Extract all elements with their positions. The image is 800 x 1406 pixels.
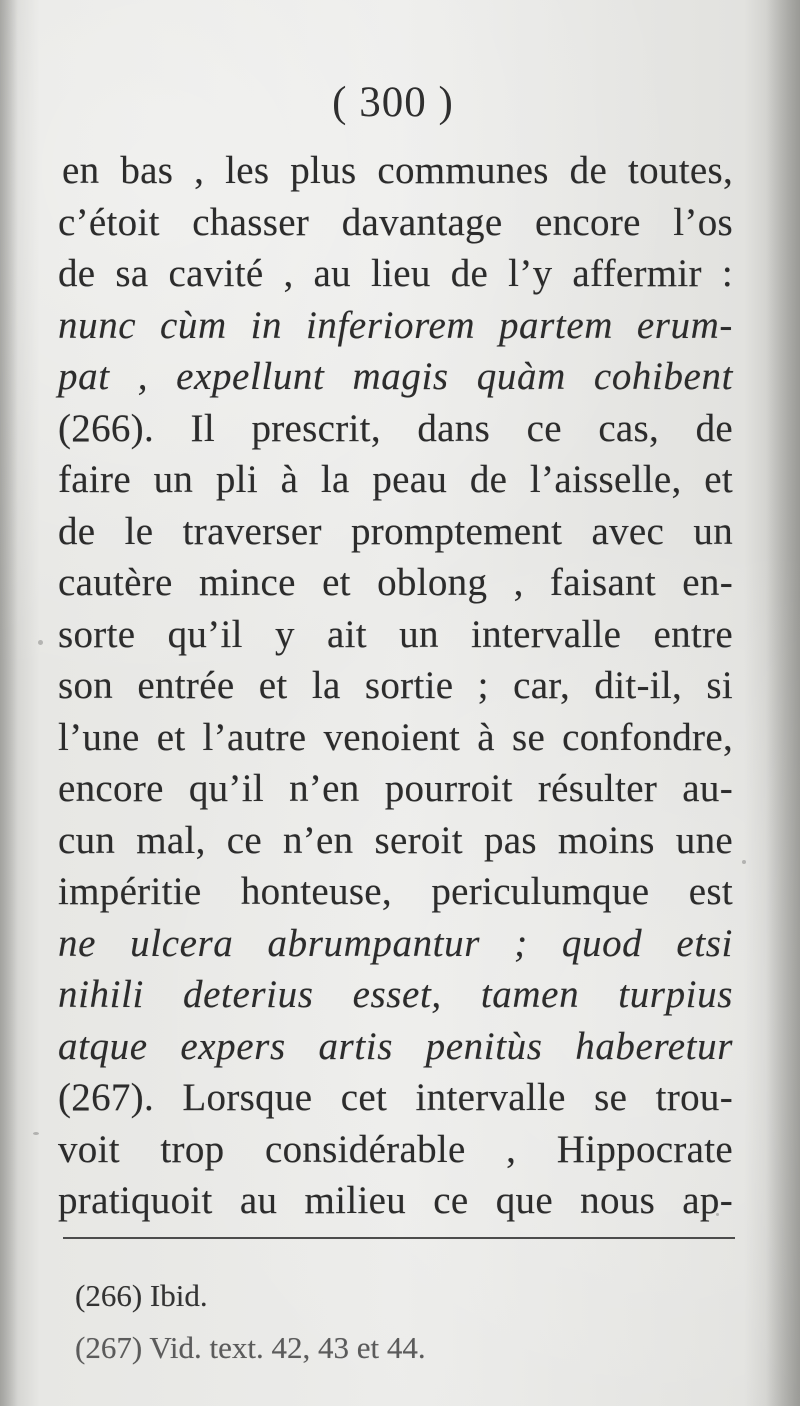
footnote: (267) Vid. text. 42, 43 et 44. [75,1330,426,1365]
body-line: c’étoit chasser davantage encore l’os [58,200,733,244]
paper-speck [742,860,746,864]
body-line: pratiquoit au milieu ce que nous ap- [58,1179,733,1222]
paper-speck [716,1213,719,1216]
body-line-italic: pat , expellunt magis quàm cohibent [58,355,733,398]
paper-speck [38,640,43,645]
body-line: son entrée et la sortie ; car, dit-il, si [58,664,733,707]
body-line: l’une et l’autre venoient à se confondre, [58,715,733,759]
body-line: cun mal, ce n’en seroit pas moins une [58,818,733,862]
body-line: de le traverser promptement avec un [58,509,733,553]
footnote: (266) Ibid. [75,1278,208,1313]
body-line: voit trop considérable , Hippocrate [58,1127,733,1171]
body-line: sorte qu’il y ait un intervalle entre [58,612,733,656]
body-line: faire un pli à la peau de l’aisselle, et [58,458,733,501]
body-line: encore qu’il n’en pourroit résulter au- [58,767,733,810]
body-line: en bas , les plus communes de toutes, [62,149,733,192]
body-line: (266). Il prescrit, dans ce cas, de [58,406,733,450]
footnote-separator-rule [63,1237,735,1239]
footnotes [75,1270,735,1374]
body-line-italic: atque expers artis penitùs haberetur [58,1024,733,1068]
body-line-italic: ne ulcera abrumpantur ; quod etsi [58,921,733,965]
body-line: cautère mince et oblong , faisant en- [58,561,733,604]
body-line-italic: nihili deterius esset, tamen turpius [58,973,733,1016]
body-line: impéritie honteuse, periculumque est [58,870,733,913]
left-gutter-shadow [0,0,18,1406]
body-line-italic: nunc cùm in inferiorem partem erum- [58,303,733,347]
right-page-edge-shadow [766,0,800,1406]
main-text-block [58,145,733,1227]
body-line: (267). Lorsque cet intervalle se trou- [58,1076,733,1119]
body-line: de sa cavité , au lieu de l’y affermir : [58,252,733,295]
page-number: ( 300 ) [332,79,454,126]
paper-speck [33,1132,39,1135]
